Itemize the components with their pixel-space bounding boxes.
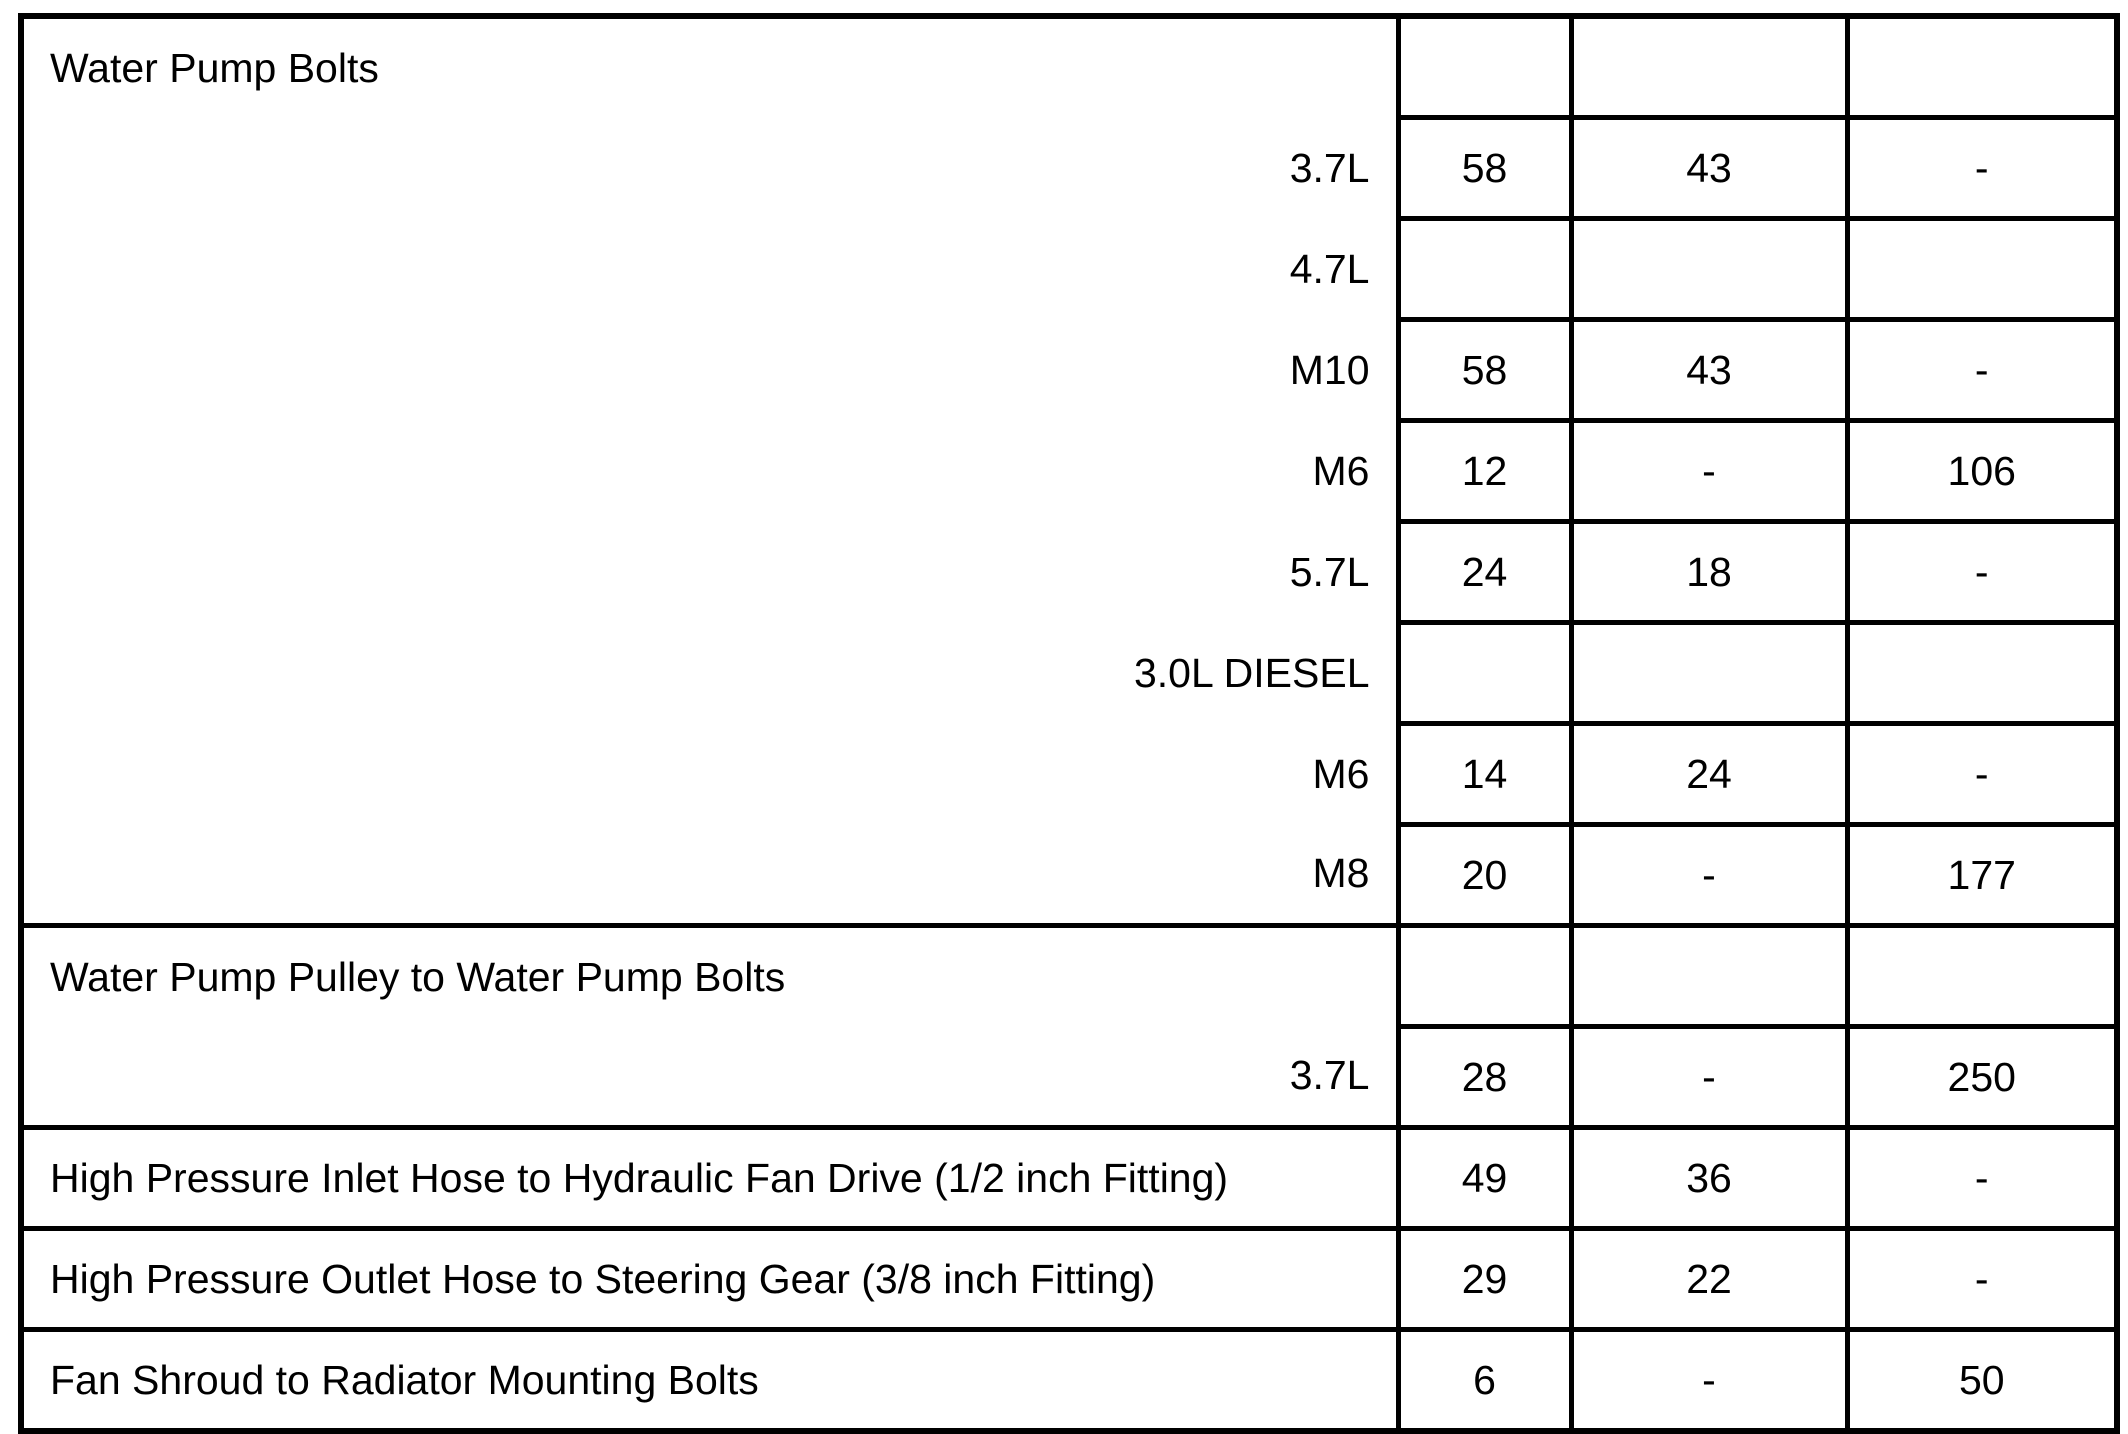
torque-nm-cell: 6: [1398, 1330, 1571, 1432]
torque-ft-lbs-cell: -: [1571, 1027, 1847, 1128]
torque-ft-lbs-cell: [1571, 926, 1847, 1027]
torque-ft-lbs-cell: -: [1571, 825, 1847, 926]
torque-in-lbs-cell: -: [1847, 1128, 2117, 1229]
torque-in-lbs-cell: -: [1847, 320, 2117, 421]
torque-nm-cell: 24: [1398, 522, 1571, 623]
torque-nm-cell: 29: [1398, 1229, 1571, 1330]
torque-in-lbs-cell: -: [1847, 1229, 2117, 1330]
table-row: [21, 724, 2117, 825]
table-row: [21, 118, 2117, 219]
component-variant-label: 3.0L DIESEL: [21, 623, 1398, 724]
component-label: High Pressure Inlet Hose to Hydraulic Fan Drive (1/2 inch Fitting): [21, 1128, 1398, 1229]
torque-nm-cell: [1398, 219, 1571, 320]
torque-in-lbs-cell: 177: [1847, 825, 2117, 926]
torque-in-lbs-cell: [1847, 926, 2117, 1027]
torque-nm-cell: 28: [1398, 1027, 1571, 1128]
torque-spec-table: [18, 13, 2120, 1434]
torque-ft-lbs-cell: 43: [1571, 118, 1847, 219]
torque-nm-cell: 58: [1398, 118, 1571, 219]
torque-ft-lbs-cell: [1571, 623, 1847, 724]
torque-in-lbs-cell: -: [1847, 522, 2117, 623]
table-row: [21, 219, 2117, 320]
table-row: [21, 825, 2117, 926]
torque-ft-lbs-cell: [1571, 219, 1847, 320]
torque-ft-lbs-cell: -: [1571, 421, 1847, 522]
table-row: [21, 16, 2117, 118]
table-row: [21, 1027, 2117, 1128]
table-row: [21, 1229, 2117, 1330]
table-row: [21, 1330, 2117, 1432]
torque-nm-cell: 14: [1398, 724, 1571, 825]
torque-in-lbs-cell: [1847, 16, 2117, 118]
table-row: [21, 623, 2117, 724]
torque-in-lbs-cell: [1847, 623, 2117, 724]
torque-in-lbs-cell: [1847, 219, 2117, 320]
torque-nm-cell: [1398, 16, 1571, 118]
component-variant-label: 4.7L: [21, 219, 1398, 320]
component-variant-label: 5.7L: [21, 522, 1398, 623]
table-body: [21, 16, 2117, 1431]
torque-nm-cell: 20: [1398, 825, 1571, 926]
torque-nm-cell: [1398, 623, 1571, 724]
table-row: [21, 320, 2117, 421]
torque-in-lbs-cell: 250: [1847, 1027, 2117, 1128]
component-variant-label: 3.7L: [21, 1027, 1398, 1128]
torque-ft-lbs-cell: 36: [1571, 1128, 1847, 1229]
component-variant-label: M6: [21, 724, 1398, 825]
component-variant-label: 3.7L: [21, 118, 1398, 219]
table-row: [21, 926, 2117, 1027]
torque-ft-lbs-cell: [1571, 16, 1847, 118]
torque-ft-lbs-cell: -: [1571, 1330, 1847, 1432]
component-variant-label: M6: [21, 421, 1398, 522]
torque-in-lbs-cell: -: [1847, 724, 2117, 825]
component-label: High Pressure Outlet Hose to Steering Gear (3/8 inch Fitting): [21, 1229, 1398, 1330]
torque-in-lbs-cell: 50: [1847, 1330, 2117, 1432]
table-row: [21, 1128, 2117, 1229]
component-label: Water Pump Bolts: [21, 16, 1398, 118]
table-row: [21, 421, 2117, 522]
component-label: Fan Shroud to Radiator Mounting Bolts: [21, 1330, 1398, 1432]
torque-ft-lbs-cell: 24: [1571, 724, 1847, 825]
torque-ft-lbs-cell: 18: [1571, 522, 1847, 623]
component-label: Water Pump Pulley to Water Pump Bolts: [21, 926, 1398, 1027]
component-variant-label: M10: [21, 320, 1398, 421]
torque-nm-cell: 58: [1398, 320, 1571, 421]
torque-nm-cell: [1398, 926, 1571, 1027]
torque-nm-cell: 12: [1398, 421, 1571, 522]
table-row: [21, 522, 2117, 623]
torque-in-lbs-cell: -: [1847, 118, 2117, 219]
component-variant-label: M8: [21, 825, 1398, 926]
torque-in-lbs-cell: 106: [1847, 421, 2117, 522]
torque-ft-lbs-cell: 43: [1571, 320, 1847, 421]
torque-ft-lbs-cell: 22: [1571, 1229, 1847, 1330]
torque-nm-cell: 49: [1398, 1128, 1571, 1229]
